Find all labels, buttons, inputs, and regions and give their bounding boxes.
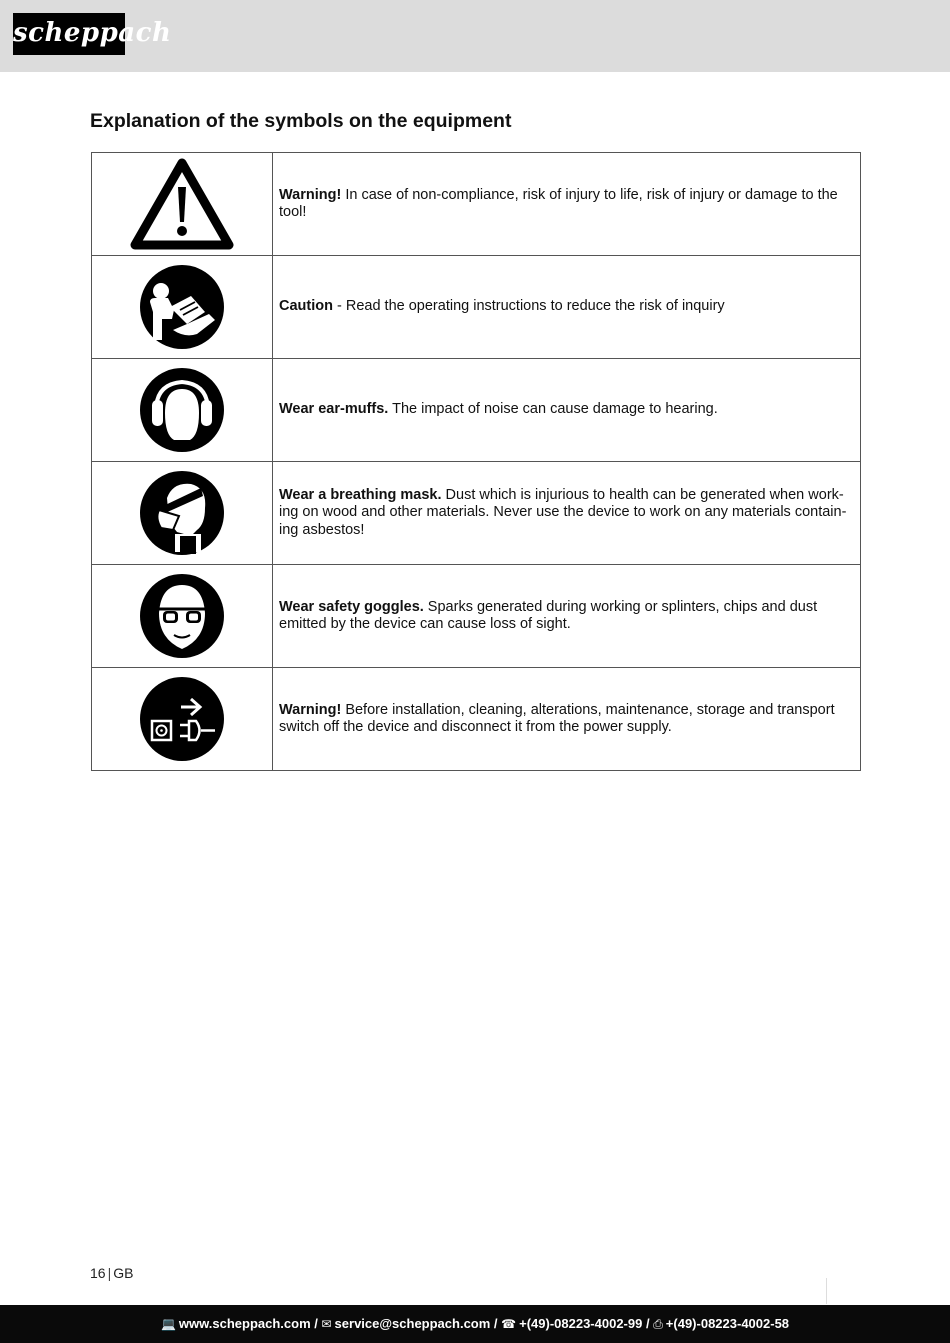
- symbol-row: [92, 256, 861, 359]
- symbol-row: [92, 668, 861, 771]
- page-number-separator: |: [107, 1265, 112, 1281]
- symbol-description: [273, 256, 861, 359]
- fax-icon: ⎙: [653, 1317, 663, 1331]
- symbol-icon-cell: [92, 153, 273, 256]
- symbol-description: [273, 462, 861, 565]
- symbol-row: [92, 359, 861, 462]
- footer-separator: /: [310, 1316, 322, 1331]
- symbol-icon-cell: [92, 668, 273, 771]
- symbol-icon-cell: [92, 256, 273, 359]
- unplug-power-icon: [139, 676, 225, 762]
- breathing-mask-icon: [139, 470, 225, 556]
- warning-triangle-icon: [129, 157, 235, 251]
- footer-contact-bar: [0, 1305, 950, 1343]
- symbol-description: [273, 153, 861, 256]
- symbol-description: [273, 359, 861, 462]
- symbol-text: Before installation, cleaning, alterations, maintenance, storage and transport switch off the device and disconnect it from the power supply.: [279, 701, 835, 735]
- footer-separator: /: [490, 1316, 502, 1331]
- header-band: [0, 0, 950, 72]
- symbol-icon-cell: [92, 565, 273, 668]
- scheppach-logo: scheppach: [13, 13, 125, 55]
- envelope-icon: ✉: [321, 1317, 332, 1331]
- symbol-description: [273, 565, 861, 668]
- symbol-text: Dust which is injurious to health can be generated when work-ing on wood and other materials. Never use the device to work on any materials contain-ing asbestos!: [279, 486, 847, 538]
- phone-number: +(49)-08223-4002-99: [519, 1316, 643, 1331]
- symbol-label: Wear safety goggles.: [279, 598, 424, 615]
- read-manual-icon: [139, 264, 225, 350]
- computer-icon: 💻: [160, 1317, 176, 1331]
- symbol-description: [273, 668, 861, 771]
- symbols-table: [91, 152, 861, 771]
- symbol-text: In case of non-compliance, risk of injury to life, risk of injury or damage to the tool!: [279, 186, 838, 220]
- symbol-label: Warning!: [279, 701, 342, 718]
- symbol-label: Wear a breathing mask.: [279, 486, 442, 503]
- fax-number: +(49)-08223-4002-58: [665, 1316, 790, 1331]
- symbol-icon-cell: [92, 359, 273, 462]
- margin-mark: [826, 1278, 827, 1304]
- symbol-label: Caution: [279, 298, 333, 315]
- symbol-row: [92, 153, 861, 256]
- footer-separator: /: [642, 1316, 654, 1331]
- page-number-value: 16: [90, 1265, 106, 1281]
- symbol-label: Warning!: [279, 186, 342, 203]
- website-link[interactable]: www.scheppach.com: [178, 1316, 311, 1331]
- symbol-text: - Read the operating instructions to reduce the risk of inquiry: [332, 298, 725, 315]
- symbol-row: [92, 462, 861, 565]
- symbol-row: [92, 565, 861, 668]
- page-number: [90, 1265, 133, 1281]
- phone-icon: ☎: [501, 1317, 517, 1331]
- ear-muffs-icon: [139, 367, 225, 453]
- page-language: GB: [113, 1265, 134, 1281]
- symbol-icon-cell: [92, 462, 273, 565]
- page-title: Explanation of the symbols on the equipment: [90, 110, 512, 132]
- symbol-label: Wear ear-muffs.: [279, 401, 389, 418]
- safety-goggles-icon: [139, 573, 225, 659]
- email-link[interactable]: service@scheppach.com: [334, 1316, 491, 1331]
- symbol-text: The impact of noise can cause damage to hearing.: [388, 401, 718, 418]
- symbol-text: Sparks generated during working or splinters, chips and dust emitted by the device can cause loss of sight.: [279, 598, 818, 632]
